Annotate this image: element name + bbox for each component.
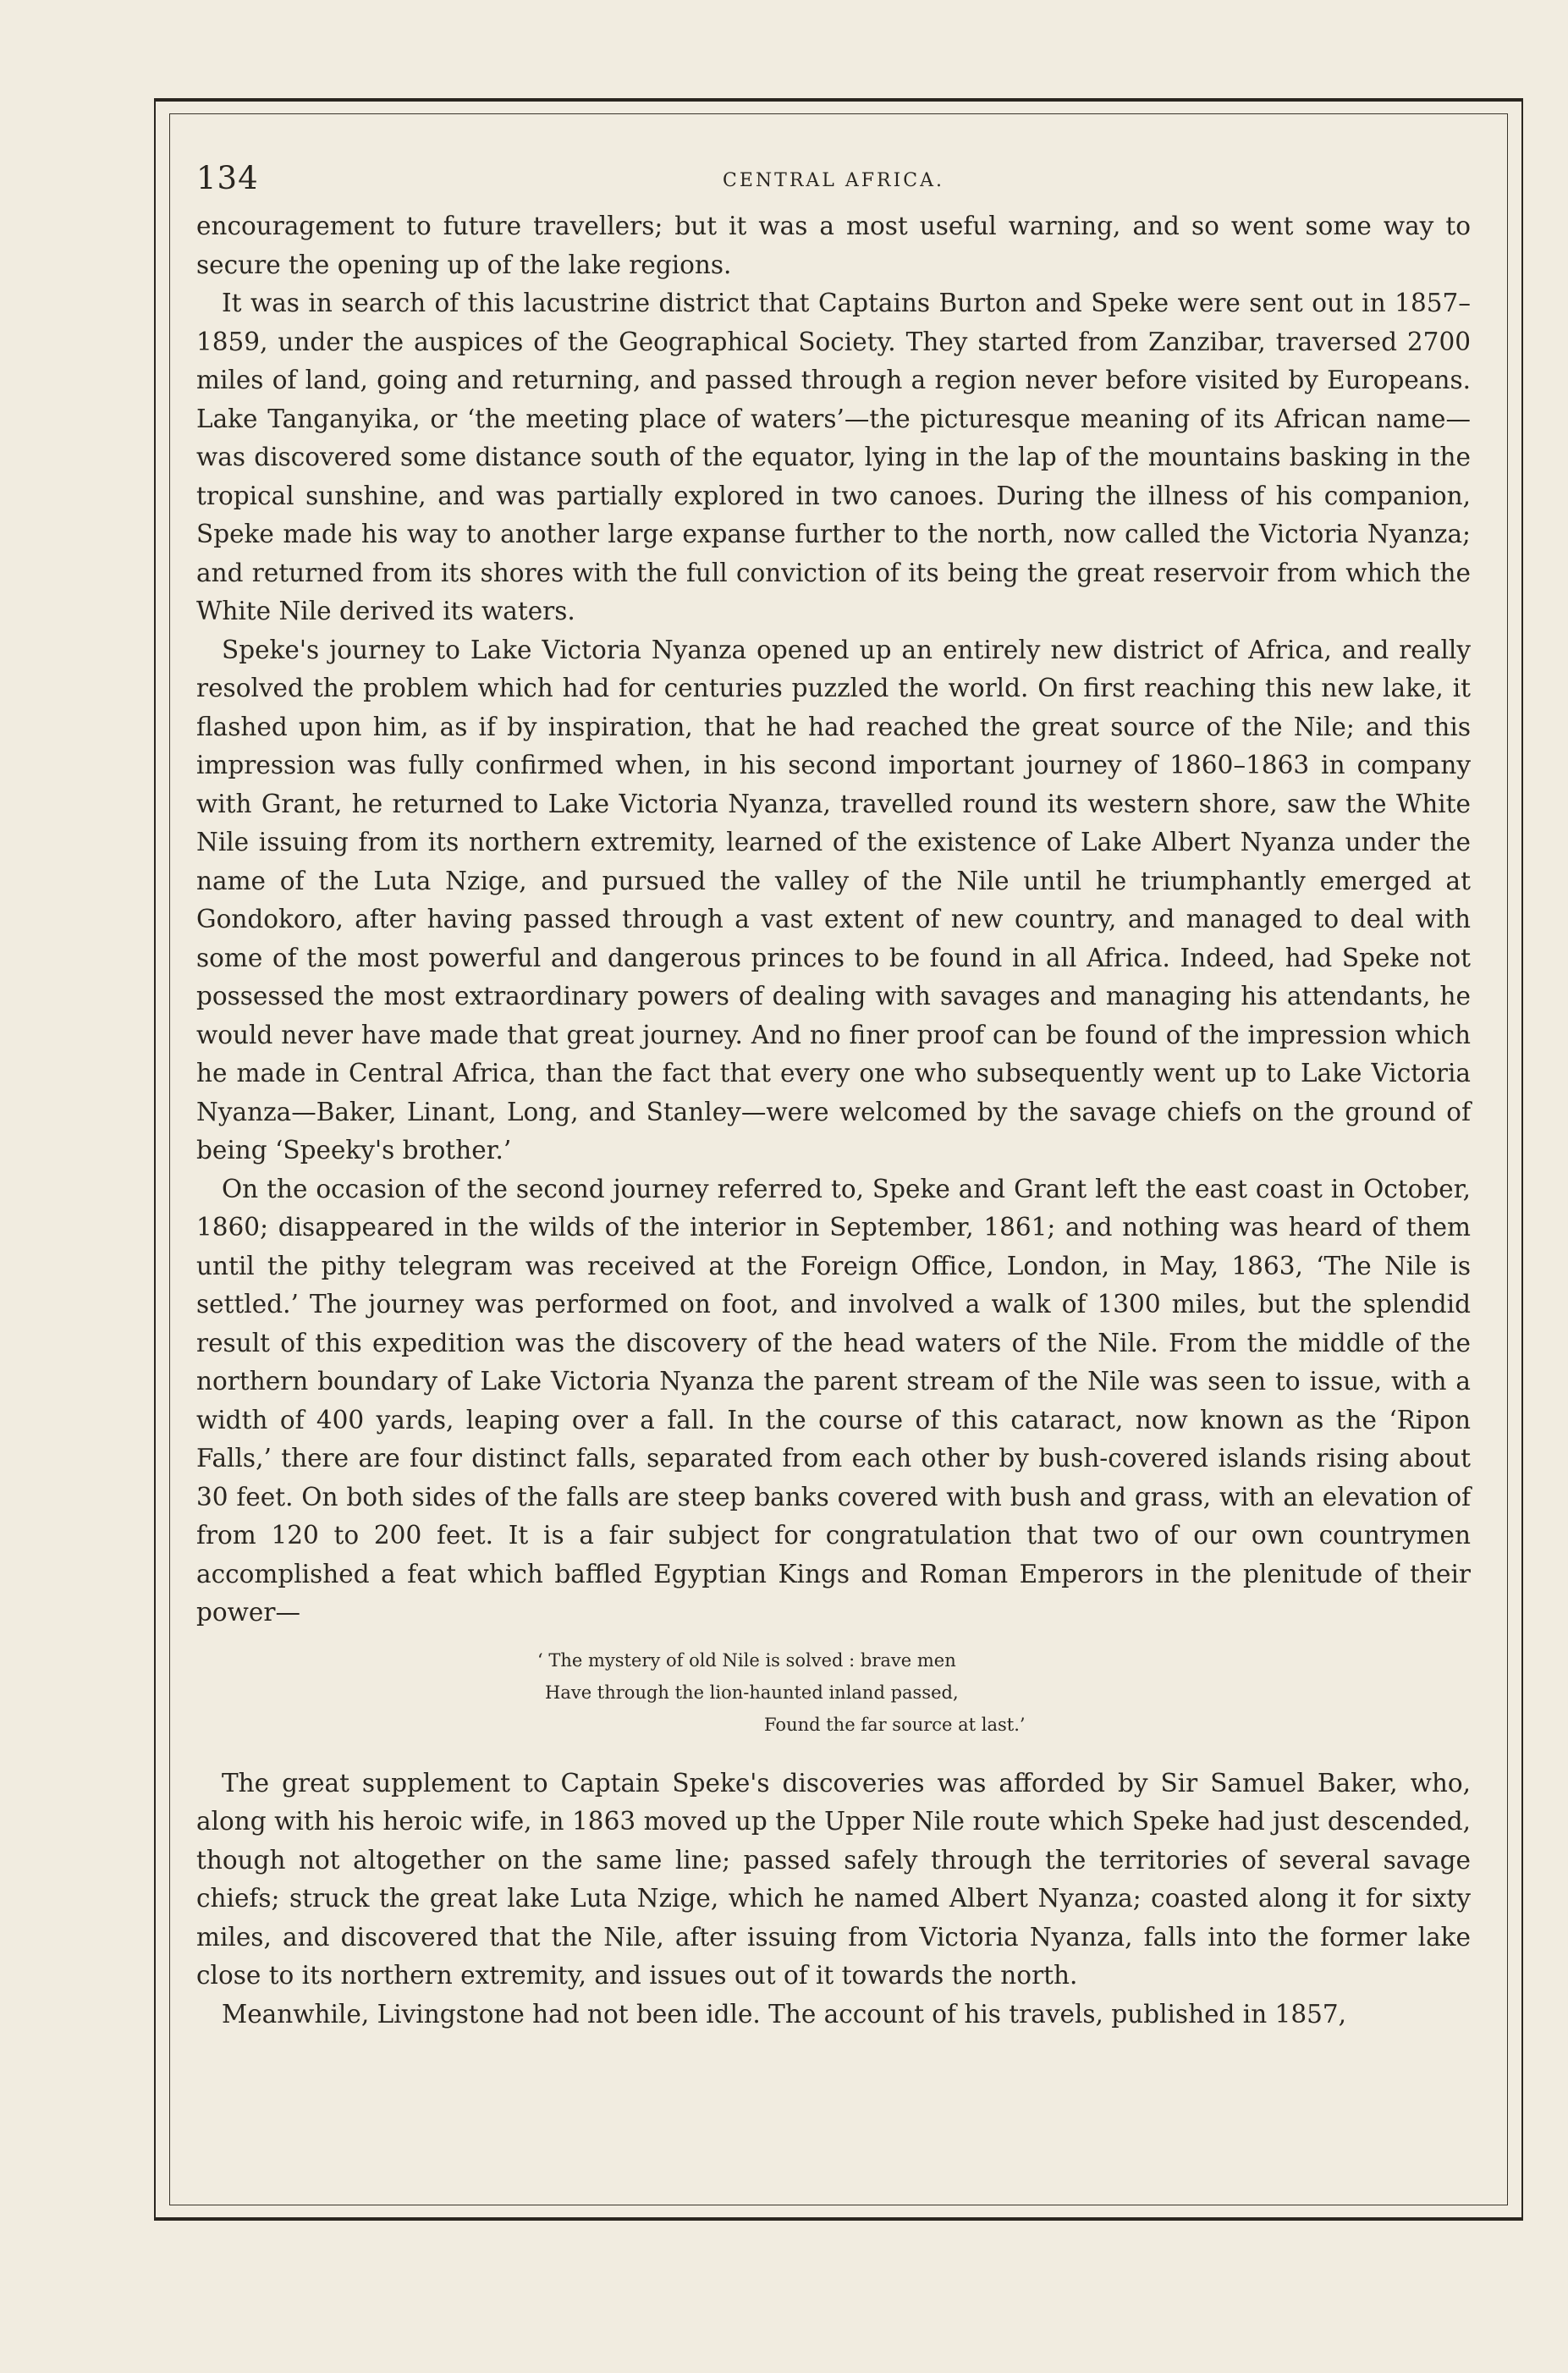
paragraph: The great supplement to Captain Speke's discoveries was afforded by Sir Samuel Baker, who, along with his heroic wife, in 1863 moved up the Upper Nile route which Speke had just descended, though not altogether on the same line; passed safely through the territories of several savage chiefs; struck the great lake Luta Nzige, which he named Albert Nyanza; coasted along it for sixty miles, and discovered that the Nile, after issuing from Victoria Nyanza, falls into the former lake close to its northern extremity, and issues out of it towards the north. <box>196 1768 1471 1990</box>
running-title: CENTRAL AFRICA. <box>723 170 944 191</box>
paragraph: Speke's journey to Lake Victoria Nyanza opened up an entirely new district of Africa, and really resolved the problem which had for centuries puzzled the world. On first reaching this new lake, it flashed upon him, as if by inspiration, that he had reached the great source of the Nile; and this impression was fully confirmed when, in his second important journey of 1860–1863 in company with Grant, he returned to Lake Victoria Nyanza, travelled round its western shore, saw the White Nile issuing from its northern extremity, learned of the existence of Lake Albert Nyanza under the name of the Luta Nzige, and pursued the valley of the Nile until he triumphantly emerged at Gondokoro, after having passed through a vast extent of new country, and managed to deal with some of the most powerful and dangerous princes to be found in all Africa. Indeed, had Speke not possessed the most extraordinary powers of dealing with savages and managing his attendants, he would never have made that great journey. And no finer proof can be found of the impression which he made in Central Africa, than the fact that every one who subsequently went up to Lake Victoria Nyanza—Baker, Linant, Long, and Stanley—were welcomed by the savage chiefs on the ground of being ‘Speeky's brother.’ <box>196 635 1471 1164</box>
verse-quotation <box>196 1644 1471 1741</box>
paragraph: Meanwhile, Livingstone had not been idle. The account of his travels, published in 1857, <box>222 1999 1347 2029</box>
paragraph: It was in search of this lacustrine district that Captains Burton and Speke were sent out in 1857–1859, under the auspices of the Geographical Society. They started from Zanzibar, traversed 2700 miles of land, going and returning, and passed through a region never before visited by Europeans. Lake Tanganyika, or ‘the meeting place of waters’—the picturesque meaning of its African name—was discovered some distance south of the equator, lying in the lap of the mountains basking in the tropical sunshine, and was partially explored in two canoes. During the illness of his companion, Speke made his way to another large expanse further to the north, now called the Victoria Nyanza; and returned from its shores with the full conviction of its being the great reservoir from which the White Nile derived its waters. <box>196 289 1471 625</box>
verse-line: Found the far source at last.’ <box>764 1714 1026 1735</box>
body-text <box>196 207 1471 2034</box>
book-page <box>196 157 1471 2034</box>
verse-line: ‘ The mystery of old Nile is solved : brave men <box>537 1649 956 1671</box>
running-head <box>196 157 1471 207</box>
paragraph: encouragement to future travellers; but it was a most useful warning, and so went some way to secure the opening up of the lake regions. <box>196 212 1471 279</box>
page-number: 134 <box>196 160 259 196</box>
paragraph: On the occasion of the second journey referred to, Speke and Grant left the east coast in October, 1860; disappeared in the wilds of the interior in September, 1861; and nothing was heard of them until the pithy telegram was received at the Foreign Office, London, in May, 1863, ‘The Nile is settled.’ The journey was performed on foot, and involved a walk of 1300 miles, but the splendid result of this expedition was the discovery of the head waters of the Nile. From the middle of the northern boundary of Lake Victoria Nyanza the parent stream of the Nile was seen to issue, with a width of 400 yards, leaping over a fall. In the course of this cataract, now known as the ‘Ripon Falls,’ there are four distinct falls, separated from each other by bush-covered islands rising about 30 feet. On both sides of the falls are steep banks covered with bush and grass, with an elevation of from 120 to 200 feet. It is a fair subject for congratulation that two of our own countrymen accomplished a feat which baffled Egyptian Kings and Roman Emperors in the plenitude of their power— <box>196 1174 1471 1627</box>
verse-line: Have through the lion-haunted inland passed, <box>545 1682 959 1703</box>
